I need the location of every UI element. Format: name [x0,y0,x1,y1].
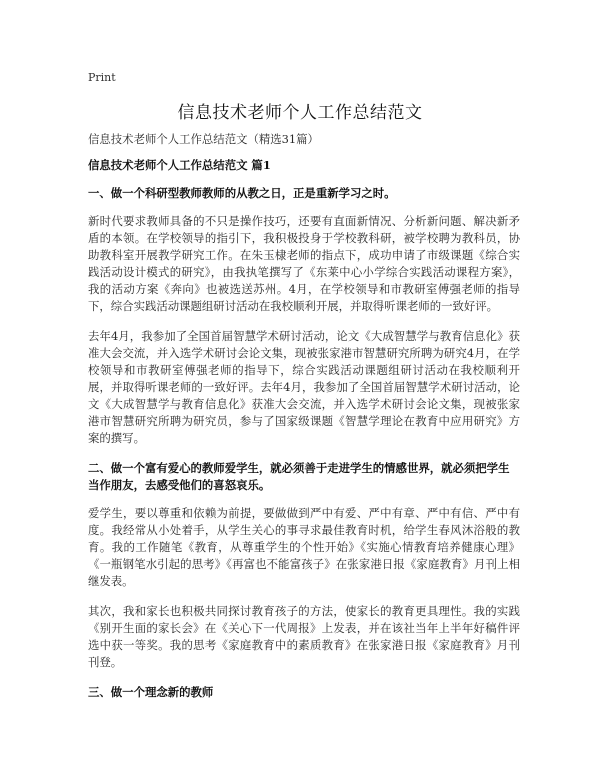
paragraph-4: 其次，我和家长也积极共同探讨教育孩子的方法，使家长的教育更具理性。我的实践《别开生面的家长会》在《关心下一代周报》上发表，并在该社当年上半年好稿件评选中获一等奖。我的思考《家庭教育中的素质教育》在张家港日报《家庭教育》月刊刊登。 [88,604,520,669]
section-heading: 信息技术老师个人工作总结范文 篇1 [88,158,271,172]
document-body [88,131,520,712]
paragraph-2: 去年4月，我参加了全国首届智慧学术研讨活动，论文《大成智慧学与教育信息化》获准大会交流，并入选学术研讨会论文集，现被张家港市智慧研究所聘为研究4月，在学校领导和市教研室傅强老师的指导下，综合实践活动课题组研讨活动在我校顺利开展，并取得听课老师的一致好评。去年4月，我参加了全国首届智慧学术研讨活动，论文《大成智慧学与教育信息化》获准大会交流，并入选学术研讨会论文集，现被张家港市智慧研究所聘为研究员，参与了国家级课题《智慧学理论在教育中应用研究》方案的撰写。 [88,329,520,445]
print-label: Print [88,71,116,84]
page-title: 信息技术老师个人工作总结范文 [177,103,423,123]
paragraph-3: 爱学生，要以尊重和依赖为前提，要做做到严中有爱、严中有章、严中有信、严中有度。我经常从小处着手，从学生关心的事寻求最佳教育时机，给学生春风沐浴般的教育。我的工作随笔《教育，从尊重学生的个性开始》《实施心情教育培养健康心理》《一瓶钢笔水引起的思考》《再富也不能富孩子》在张家港日报《家庭教育》月刊上相继发表。 [88,506,520,588]
heading-2: 二、做一个富有爱心的教师爱学生，就必须善于走进学生的情感世界，就必须把学生当作朋友，去感受他们的喜怒哀乐。 [88,461,510,492]
heading-1: 一、做一个科研型教师教师的从教之日，正是重新学习之时。 [88,186,396,200]
paragraph-1: 新时代要求教师具备的不只是操作技巧，还要有直面新情况、分析新问题、解决新矛盾的本领。在学校领导的指引下，我积极投身于学校教科研，被学校聘为教科员，协助教科室开展教学研究工作。在朱玉棣老师的指点下，成功申请了市级课题《综合实践活动设计模式的研究》，由我执笔撰写了《东莱中心小学综合实践活动课程方案》，我的活动方案《奔向》也被选送苏州。4月，在学校领导和市教研室傅强老师的指导下，综合实践活动课题组研讨活动在我校顺利开展，并取得听课老师的一致好评。 [88,214,520,313]
document-subtitle: 信息技术老师个人工作总结范文（精选31篇） [88,132,319,146]
heading-3: 三、做一个理念新的教师 [88,685,214,699]
